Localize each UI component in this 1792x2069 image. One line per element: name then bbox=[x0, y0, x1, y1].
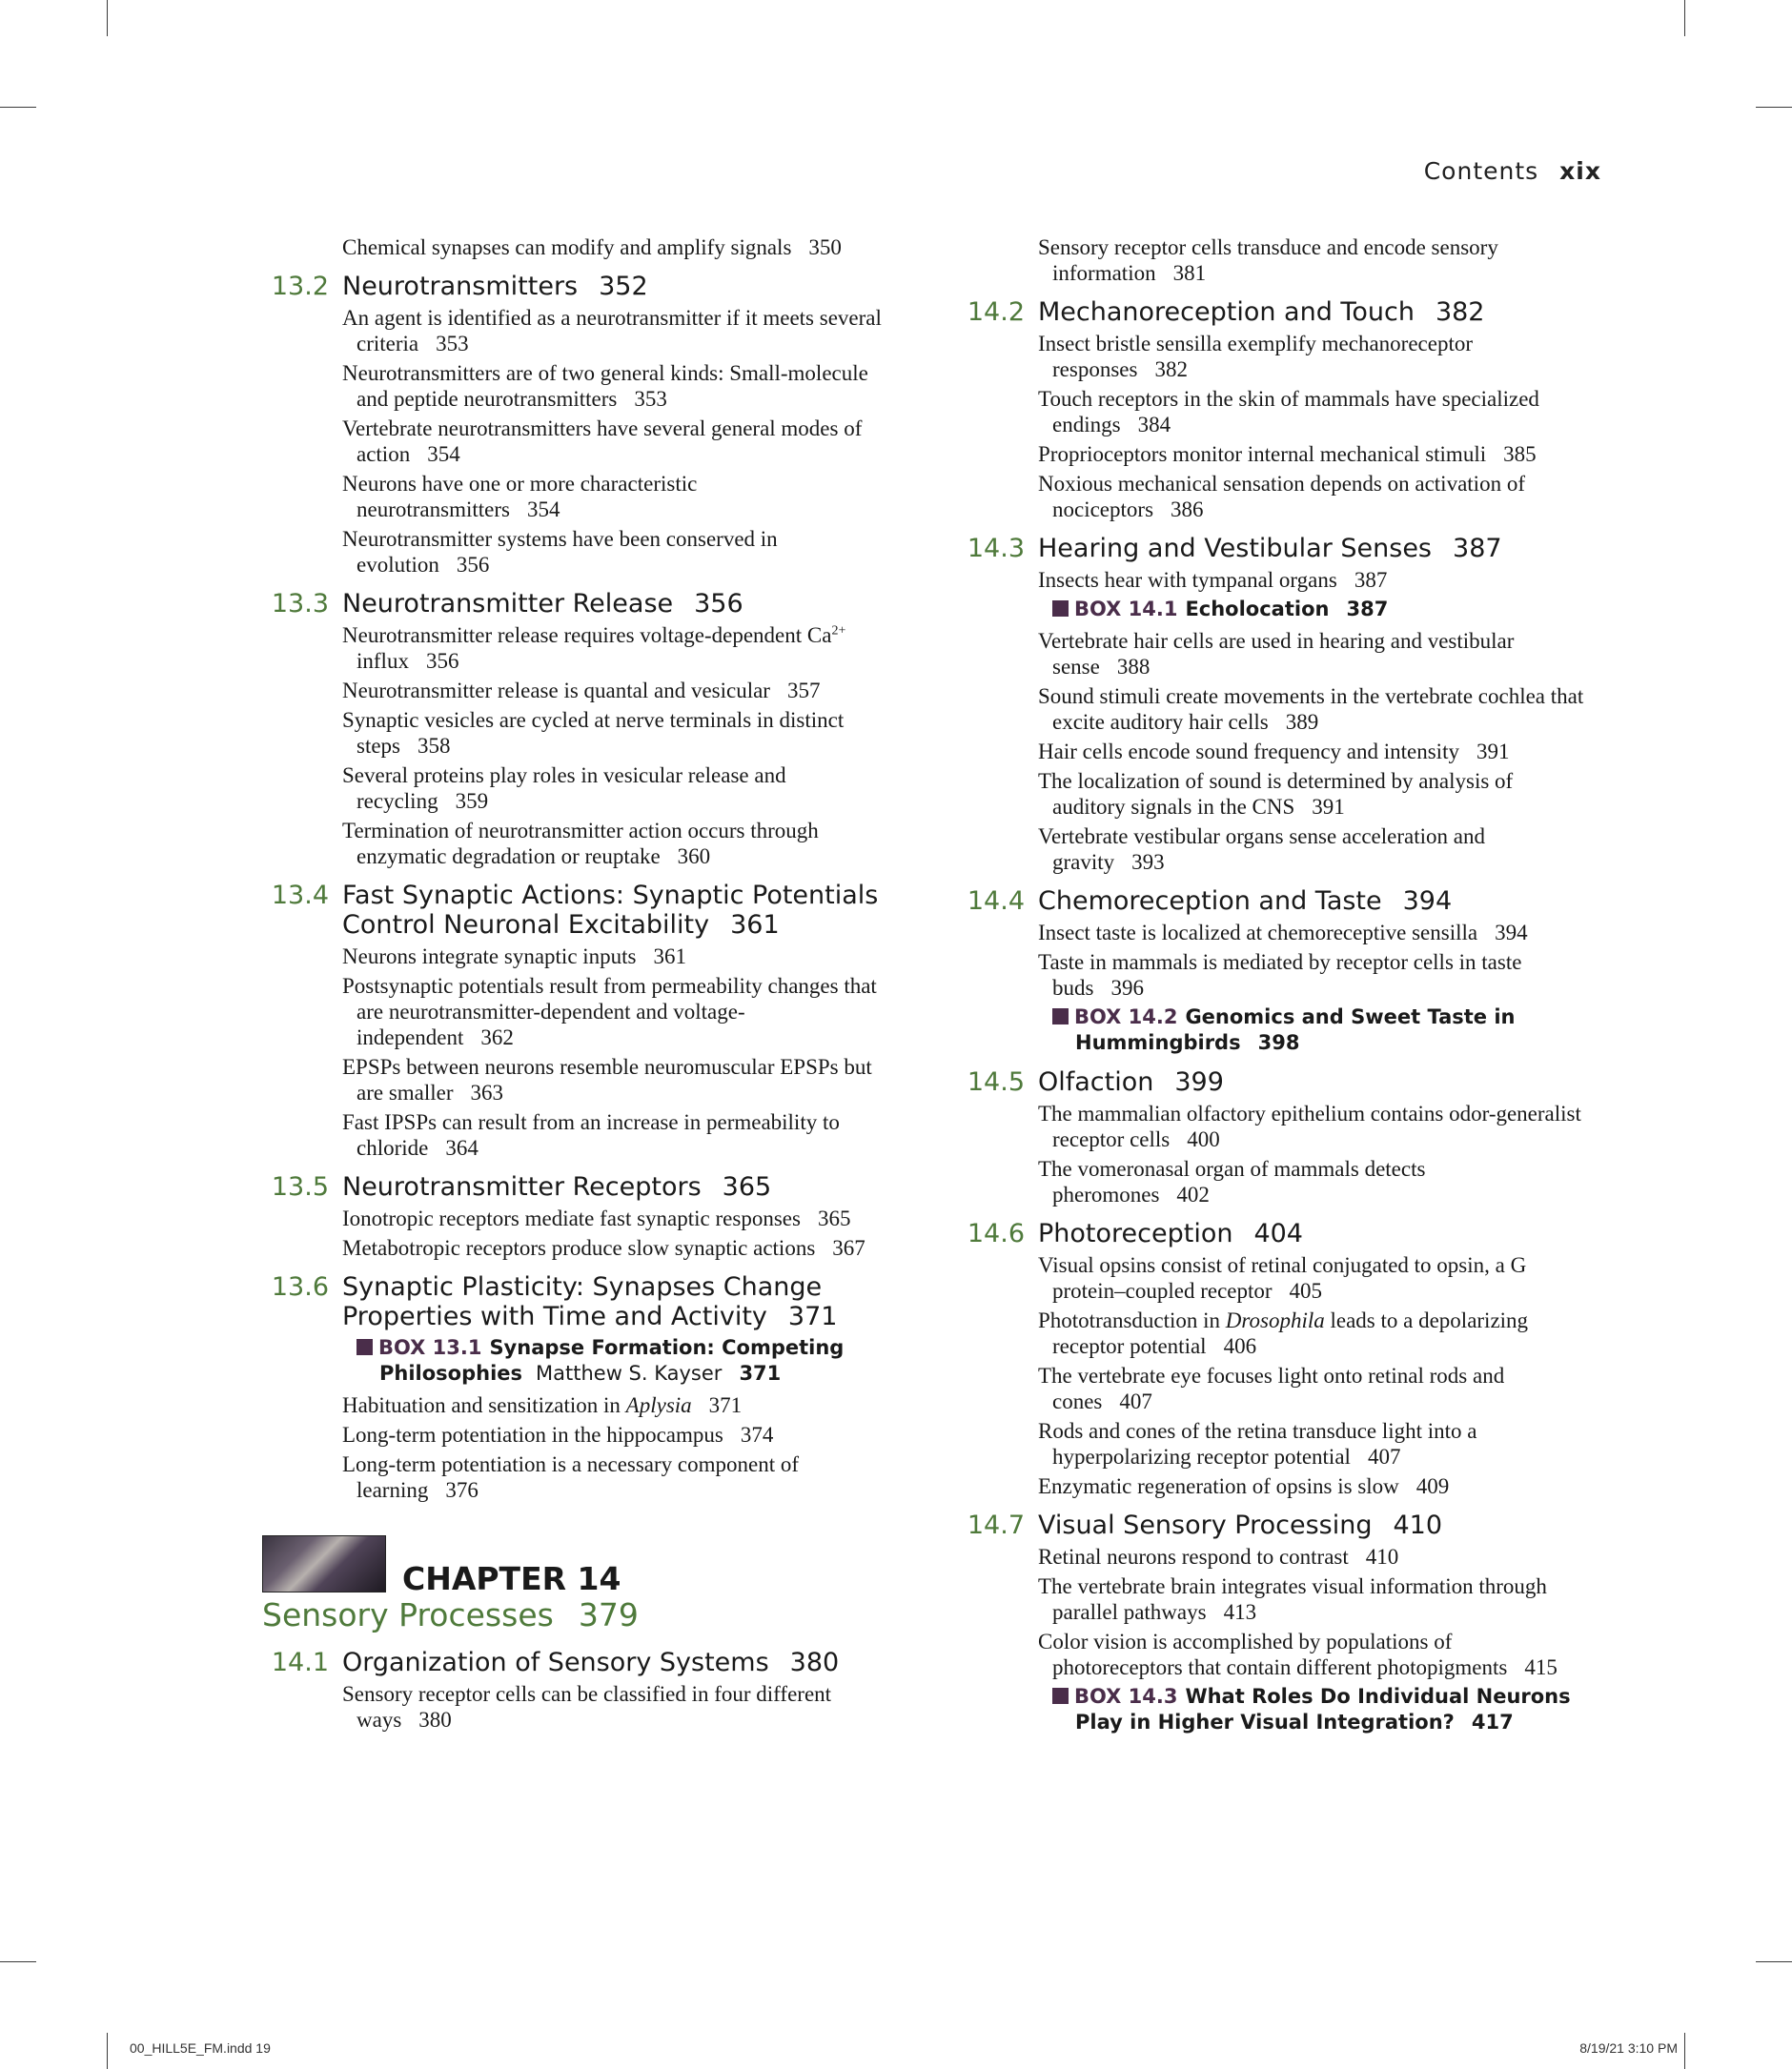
toc-entry: Vertebrate vestibular organs sense acceleration and gravity 393 bbox=[1038, 824, 1485, 874]
footer-file-info: 00_HILL5E_FM.indd 19 bbox=[130, 2040, 271, 2056]
entry-list bbox=[958, 1252, 1587, 1499]
section-heading: 14.1 Organization of Sensory Systems 380 bbox=[262, 1648, 891, 1677]
toc-entry: Visual opsins consist of retinal conjugated to opsin, a G protein–coupled receptor 405 bbox=[1038, 1253, 1527, 1303]
toc-entry: Neurotransmitter release is quantal and vesicular 357 bbox=[342, 679, 821, 702]
crop-mark bbox=[1684, 0, 1685, 36]
section-heading: 14.4 Chemoreception and Taste 394 bbox=[958, 886, 1587, 916]
crop-mark bbox=[1756, 107, 1792, 108]
entry-list bbox=[958, 1101, 1587, 1207]
section-heading: 14.5 Olfaction 399 bbox=[958, 1067, 1587, 1097]
toc-entry: Neurons have one or more characteristic neurotransmitters 354 bbox=[342, 472, 698, 521]
box-square-icon bbox=[356, 1339, 373, 1355]
toc-entry: EPSPs between neurons resemble neuromuscular EPSPs but are smaller 363 bbox=[342, 1055, 872, 1105]
crop-mark bbox=[107, 0, 108, 36]
toc-entry: Postsynaptic potentials result from permeability changes that are neurotransmitter-dependent and voltage-independent 362 bbox=[342, 974, 877, 1049]
section-heading: 13.3 Neurotransmitter Release 356 bbox=[262, 589, 891, 619]
crop-mark bbox=[1756, 1961, 1792, 1962]
section-heading: 14.7 Visual Sensory Processing 410 bbox=[958, 1511, 1587, 1540]
entry-list bbox=[958, 920, 1587, 1056]
section-heading: 13.6 Synaptic Plasticity: Synapses Change Properties with Time and Activity 371 bbox=[262, 1272, 891, 1331]
toc-entry: Color vision is accomplished by populations of photoreceptors that contain different photopigments 415 bbox=[1038, 1630, 1558, 1679]
toc-entry: The mammalian olfactory epithelium contains odor-generalist receptor cells 400 bbox=[1038, 1102, 1581, 1151]
running-head bbox=[1424, 157, 1601, 185]
box-entry: BOX 14.2 Genomics and Sweet Taste in Hummingbirds 398 bbox=[1038, 1004, 1587, 1056]
toc-entry: Phototransduction in Drosophila leads to a depolarizing receptor potential 406 bbox=[1038, 1308, 1529, 1358]
toc-entry: Taste in mammals is mediated by receptor cells in taste buds 396 bbox=[1038, 950, 1522, 1000]
entry-list bbox=[262, 1681, 891, 1733]
toc-entry: Vertebrate neurotransmitters have several general modes of action 354 bbox=[342, 416, 863, 466]
box-entry: BOX 14.3 What Roles Do Individual Neurons Play in Higher Visual Integration? 417 bbox=[1038, 1684, 1587, 1735]
chapter-thumbnail-image bbox=[262, 1535, 386, 1592]
toc-entry: Proprioceptors monitor internal mechanical stimuli 385 bbox=[1038, 442, 1537, 466]
crop-mark bbox=[1684, 2033, 1685, 2069]
entry-list bbox=[262, 622, 891, 869]
toc-entry: Long-term potentiation is a necessary component of learning 376 bbox=[342, 1452, 800, 1502]
section-heading: 14.6 Photoreception 404 bbox=[958, 1219, 1587, 1248]
toc-entry: Neurotransmitter systems have been conserved in evolution 356 bbox=[342, 527, 778, 577]
section-number: 14.5 bbox=[967, 1067, 1025, 1097]
section-heading: 14.3 Hearing and Vestibular Senses 387 bbox=[958, 534, 1587, 563]
toc-entry: The localization of sound is determined by analysis of auditory signals in the CNS 391 bbox=[1038, 769, 1514, 819]
section-number: 14.7 bbox=[967, 1511, 1025, 1540]
box-square-icon bbox=[1052, 600, 1069, 617]
toc-entry: Fast IPSPs can result from an increase in permeability to chloride 364 bbox=[342, 1110, 840, 1160]
entry-list bbox=[262, 305, 891, 578]
entry-list bbox=[262, 1206, 891, 1261]
toc-entry: Habituation and sensitization in Aplysia 371 bbox=[342, 1393, 743, 1417]
toc-entry: Vertebrate hair cells are used in hearing and vestibular sense 388 bbox=[1038, 629, 1515, 679]
entry-list bbox=[958, 567, 1587, 875]
footer-timestamp: 8/19/21 3:10 PM bbox=[1579, 2040, 1678, 2056]
section-number: 14.6 bbox=[967, 1219, 1025, 1248]
section-number: 14.2 bbox=[967, 297, 1025, 327]
page-number: xix bbox=[1559, 157, 1601, 185]
chapter-label: CHAPTER 14 bbox=[402, 1560, 621, 1597]
left-column bbox=[262, 234, 891, 1744]
section-number: 14.3 bbox=[967, 534, 1025, 563]
entry-list bbox=[958, 1544, 1587, 1735]
entry-list bbox=[958, 331, 1587, 522]
section-number: 14.4 bbox=[967, 886, 1025, 916]
box-entry: BOX 13.1 Synapse Formation: Competing Philosophies Matthew S. Kayser 371 bbox=[342, 1335, 891, 1387]
toc-entry: Ionotropic receptors mediate fast synaptic responses 365 bbox=[342, 1207, 851, 1230]
toc-entry: The vertebrate brain integrates visual information through parallel pathways 413 bbox=[1038, 1574, 1547, 1624]
toc-entry: Sound stimuli create movements in the vertebrate cochlea that excite auditory hair cells 389 bbox=[1038, 684, 1584, 734]
section-heading: 14.2 Mechanoreception and Touch 382 bbox=[958, 297, 1587, 327]
running-head-label: Contents bbox=[1423, 157, 1539, 185]
toc-entry: Insect taste is localized at chemoreceptive sensilla 394 bbox=[1038, 921, 1528, 944]
toc-entry: An agent is identified as a neurotransmitter if it meets several criteria 353 bbox=[342, 306, 882, 355]
toc-entry: Touch receptors in the skin of mammals have specialized endings 384 bbox=[1038, 387, 1539, 436]
section-number: 13.3 bbox=[271, 589, 329, 619]
toc-entry: Chemical synapses can modify and amplify signals 350 bbox=[342, 235, 842, 259]
toc-entry: Neurons integrate synaptic inputs 361 bbox=[342, 944, 687, 968]
section-number: 13.4 bbox=[271, 881, 329, 910]
entry-list bbox=[262, 1335, 891, 1503]
crop-mark bbox=[107, 2033, 108, 2069]
chapter-heading bbox=[262, 1535, 891, 1596]
right-column bbox=[958, 234, 1587, 1747]
section-number: 14.1 bbox=[271, 1648, 329, 1677]
toc-entry: Sensory receptor cells can be classified in four different ways 380 bbox=[342, 1682, 832, 1732]
entry-list bbox=[958, 234, 1587, 286]
toc-entry: Insects hear with tympanal organs 387 bbox=[1038, 568, 1388, 592]
section-number: 13.2 bbox=[271, 272, 329, 301]
section-heading: 13.2 Neurotransmitters 352 bbox=[262, 272, 891, 301]
toc-entry: Termination of neurotransmitter action occurs through enzymatic degradation or reuptake 360 bbox=[342, 819, 819, 868]
chapter-title: Sensory Processes 379 bbox=[262, 1596, 639, 1633]
section-heading: 13.5 Neurotransmitter Receptors 365 bbox=[262, 1172, 891, 1202]
toc-entry: Noxious mechanical sensation depends on activation of nociceptors 386 bbox=[1038, 472, 1525, 521]
section-number: 13.5 bbox=[271, 1172, 329, 1202]
toc-entry: The vomeronasal organ of mammals detects pheromones 402 bbox=[1038, 1157, 1426, 1207]
entry-list bbox=[262, 943, 891, 1161]
crop-mark bbox=[0, 1961, 36, 1962]
crop-mark bbox=[0, 107, 36, 108]
toc-entry: Insect bristle sensilla exemplify mechanoreceptor responses 382 bbox=[1038, 332, 1473, 381]
toc-entry: Several proteins play roles in vesicular release and recycling 359 bbox=[342, 763, 786, 813]
toc-entry: Metabotropic receptors produce slow synaptic actions 367 bbox=[342, 1236, 865, 1260]
toc-entry: Hair cells encode sound frequency and intensity 391 bbox=[1038, 740, 1510, 763]
toc-entry: Sensory receptor cells transduce and encode sensory information 381 bbox=[1038, 235, 1498, 285]
toc-entry: Neurotransmitter release requires voltage-dependent $Ca^{2+}$ influx 356 bbox=[342, 623, 846, 673]
section-heading: 13.4 Fast Synaptic Actions: Synaptic Potentials Control Neuronal Excitability 361 bbox=[262, 881, 891, 940]
box-entry: BOX 14.1 Echolocation 387 bbox=[1038, 597, 1587, 622]
entry-list bbox=[262, 234, 891, 260]
toc-entry: Long-term potentiation in the hippocampus 374 bbox=[342, 1423, 774, 1447]
box-square-icon bbox=[1052, 1008, 1069, 1024]
toc-entry: Synaptic vesicles are cycled at nerve terminals in distinct steps 358 bbox=[342, 708, 845, 758]
toc-entry: Enzymatic regeneration of opsins is slow 409 bbox=[1038, 1474, 1450, 1498]
toc-entry: Neurotransmitters are of two general kinds: Small-molecule and peptide neurotransmitters 353 bbox=[342, 361, 868, 411]
toc-entry: Retinal neurons respond to contrast 410 bbox=[1038, 1545, 1399, 1569]
toc-entry: Rods and cones of the retina transduce light into a hyperpolarizing receptor potential 407 bbox=[1038, 1419, 1477, 1469]
box-square-icon bbox=[1052, 1688, 1069, 1704]
toc-entry: The vertebrate eye focuses light onto retinal rods and cones 407 bbox=[1038, 1364, 1505, 1413]
section-number: 13.6 bbox=[271, 1272, 329, 1302]
